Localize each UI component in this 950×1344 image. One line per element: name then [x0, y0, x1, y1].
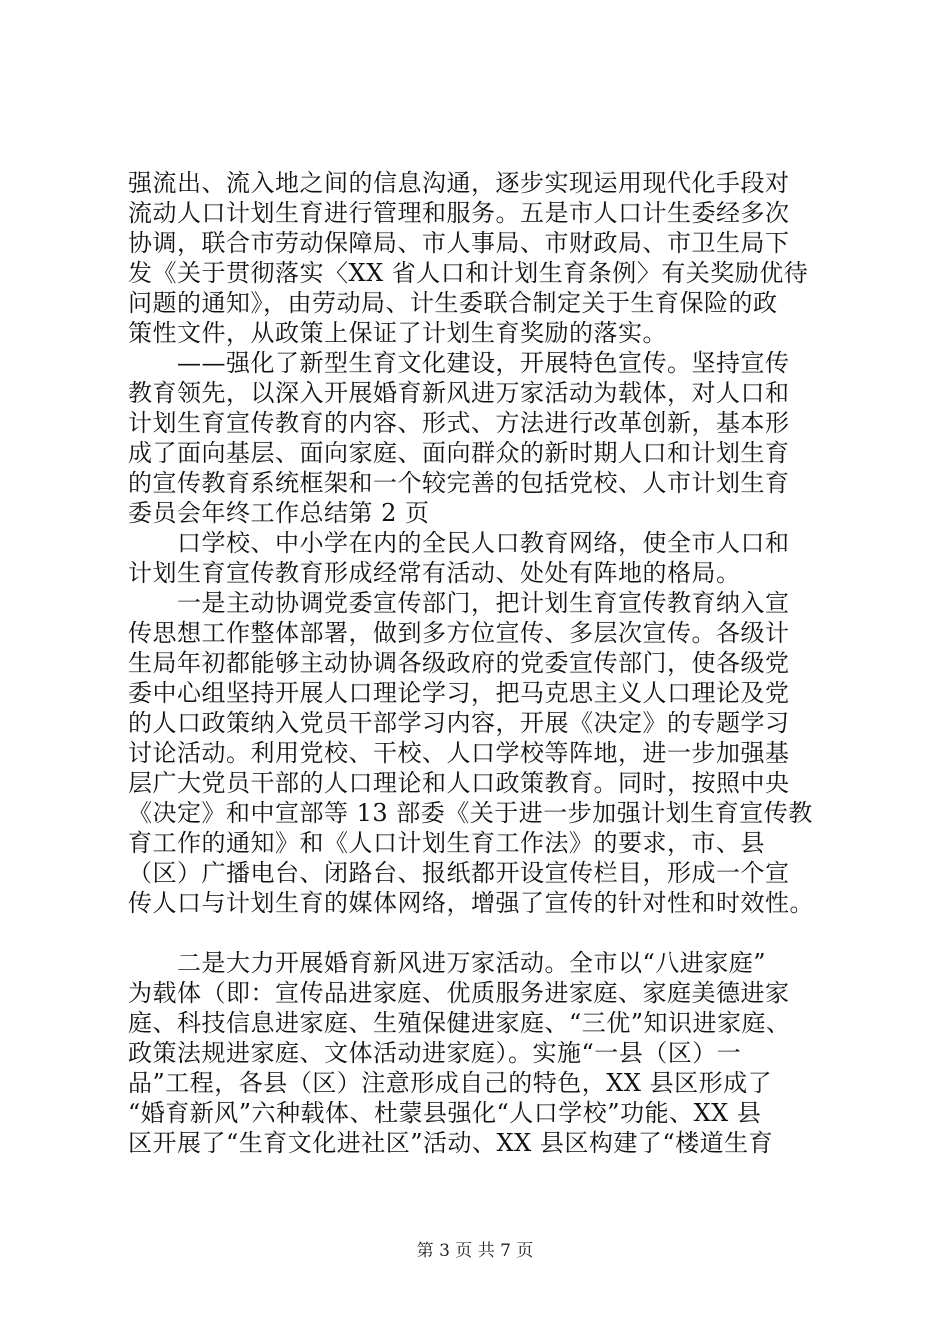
- page-footer: 第 3 页 共 7 页: [416, 1241, 534, 1261]
- text-line: 委中心组坚持开展人口理论学习，把马克思主义人口理论及党: [128, 679, 790, 707]
- text-line: 传人口与计划生育的媒体网络，增强了宣传的针对性和时效性。: [128, 889, 814, 917]
- text-line: 流动人口计划生育进行管理和服务。五是市人口计生委经多次: [128, 199, 790, 227]
- text-line: 二是大力开展婚育新风进万家活动。全市以“八进家庭”: [128, 949, 767, 977]
- text-line: 口学校、中小学在内的全民人口教育网络，使全市人口和: [128, 529, 790, 557]
- text-line: 的宣传教育系统框架和一个较完善的包括党校、人市计划生育: [128, 469, 790, 497]
- text-line: 的人口政策纳入党员干部学习内容，开展《决定》的专题学习: [128, 709, 790, 737]
- text-line: 计划生育宣传教育形成经常有活动、处处有阵地的格局。: [128, 559, 741, 587]
- text-line: 协调，联合市劳动保障局、市人事局、市财政局、市卫生局下: [128, 229, 790, 257]
- text-line: 育工作的通知》和《人口计划生育工作法》的要求，市、县: [128, 829, 765, 857]
- paragraph-block-a: [128, 168, 818, 918]
- text-line: 委员会年终工作总结第 2 页: [128, 499, 430, 527]
- text-line: 生局年初都能够主动协调各级政府的党委宣传部门，使各级党: [128, 649, 790, 677]
- paragraph-block-b: [128, 948, 818, 1158]
- text-line: 发《关于贯彻落实〈XX 省人口和计划生育条例〉有关奖励优待: [128, 259, 809, 287]
- text-line: 计划生育宣传教育的内容、形式、方法进行改革创新，基本形: [128, 409, 790, 437]
- text-line: 层广大党员干部的人口理论和人口政策教育。同时，按照中央: [128, 769, 790, 797]
- text-line: 区开展了“生育文化进社区”活动、XX 县区构建了“楼道生育: [128, 1129, 774, 1157]
- text-line: 一是主动协调党委宣传部门，把计划生育宣传教育纳入宣: [128, 589, 790, 617]
- text-line: 问题的通知》，由劳动局、计生委联合制定关于生育保险的政: [128, 289, 778, 317]
- text-line: 讨论活动。利用党校、干校、人口学校等阵地，进一步加强基: [128, 739, 790, 767]
- text-line: （区）广播电台、闭路台、报纸都开设宣传栏目，形成一个宣: [128, 859, 790, 887]
- text-line: 《决定》和中宣部等 13 部委《关于进一步加强计划生育宣传教: [128, 799, 813, 827]
- text-line: 传思想工作整体部署，做到多方位宣传、多层次宣传。各级计: [128, 619, 790, 647]
- paragraph-gap: [128, 918, 818, 948]
- text-line: 品”工程，各县（区）注意形成自己的特色，XX 县区形成了: [128, 1069, 773, 1097]
- text-line: 成了面向基层、面向家庭、面向群众的新时期人口和计划生育: [128, 439, 790, 467]
- text-line: ——强化了新型生育文化建设，开展特色宣传。坚持宣传: [128, 349, 790, 377]
- text-line: 庭、科技信息进家庭、生殖保健进家庭、“三优”知识进家庭、: [128, 1009, 791, 1037]
- text-line: “婚育新风”六种载体、杜蒙县强化“人口学校”功能、XX 县: [128, 1099, 762, 1127]
- text-line: 为载体（即：宣传品进家庭、优质服务进家庭、家庭美德进家: [128, 979, 790, 1007]
- document-body: [128, 168, 818, 1158]
- text-line: 强流出、流入地之间的信息沟通，逐步实现运用现代化手段对: [128, 169, 790, 197]
- text-line: 策性文件，从政策上保证了计划生育奖励的落实。: [128, 319, 667, 347]
- text-line: 政策法规进家庭、文体活动进家庭）。实施“一县（区）一: [128, 1039, 742, 1067]
- text-line: 教育领先，以深入开展婚育新风进万家活动为载体，对人口和: [128, 379, 790, 407]
